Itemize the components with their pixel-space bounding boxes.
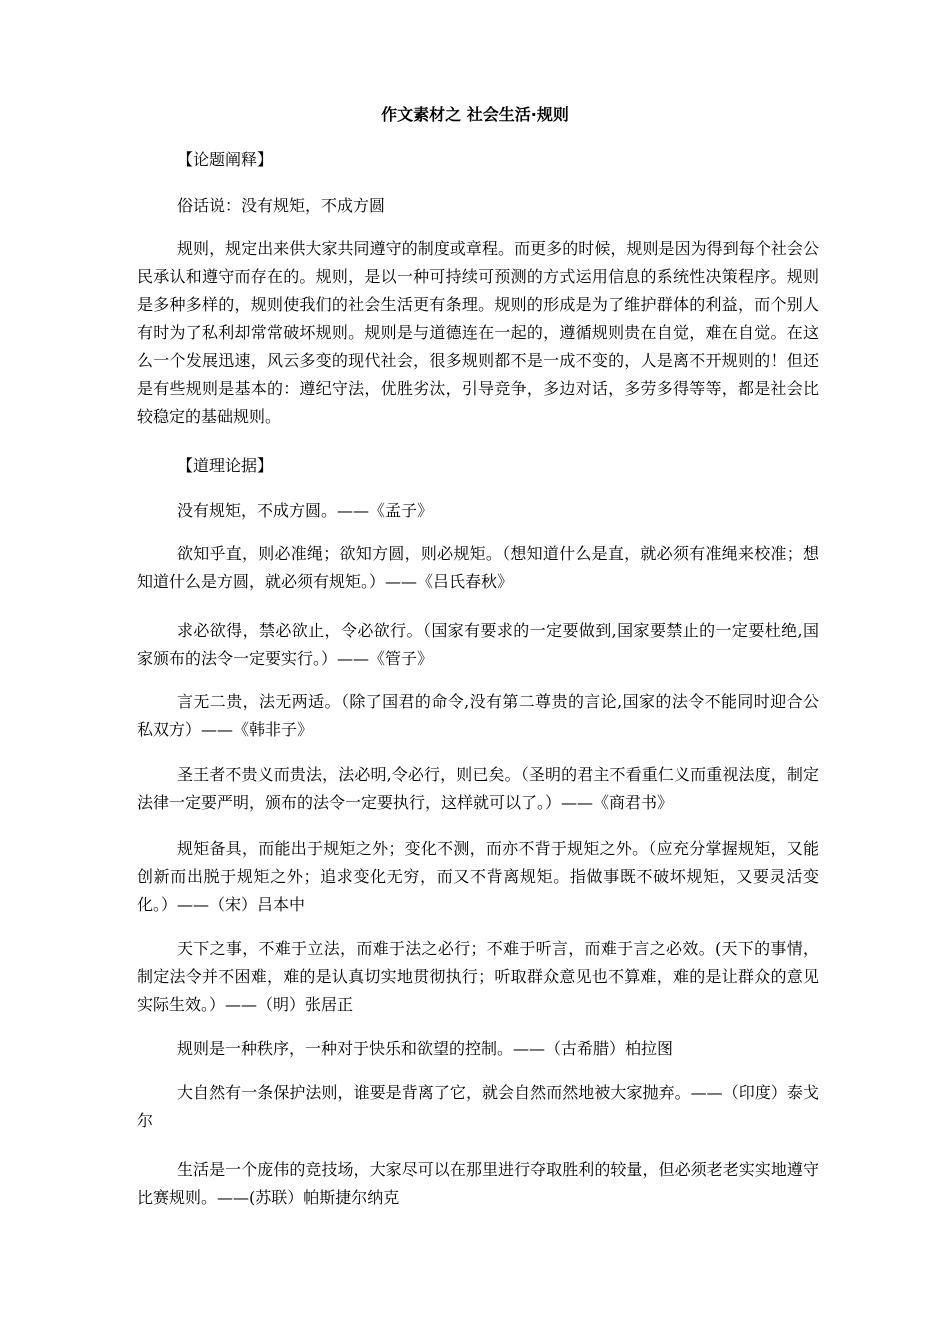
quote-guanzi: 求必欲得，禁必欲止，令必欲行。（国家有要求的一定要做到,国家要禁止的一定要杜绝,国家颁布的法令一定要实行。）——《管子》 bbox=[137, 621, 819, 668]
section-heading-thesis: 【论题阐释】 bbox=[177, 150, 274, 169]
quote-zhang-juzheng: 天下之事，不难于立法，而难于法之必行；不难于听言，而难于言之必效。(天下的事情，制定法令并不困难，难的是认真切实地贯彻执行；听取群众意见也不算难，难的是让群众的意见实际生效。）——（明）张居正 bbox=[137, 939, 819, 1014]
quote-plato: 规则是一种秩序，一种对于快乐和欲望的控制。——（古希腊）柏拉图 bbox=[177, 1039, 674, 1058]
quote-pasternak: 生活是一个庞伟的竞技场，大家尽可以在那里进行夺取胜利的较量，但必须老老实实地遵守比赛规则。——(苏联）帕斯捷尔纳克 bbox=[137, 1160, 819, 1207]
document-title: 作文素材之 社会生活·规则 bbox=[381, 105, 569, 124]
paragraph-proverb: 俗话说：没有规矩，不成方圆 bbox=[177, 196, 386, 215]
quote-hanfeizi: 言无二贵，法无两适。（除了国君的命令,没有第二尊贵的言论,国家的法令不能同时迎合公私双方）——《韩非子》 bbox=[137, 692, 819, 739]
section-heading-arguments: 【道理论据】 bbox=[177, 456, 274, 475]
quote-shangjunshu: 圣王者不贵义而贵法，法必明,令必行，则已矣。（圣明的君主不看重仁义而重视法度，制定法律一定要严明，颁布的法令一定要执行，这样就可以了。）——《商君书》 bbox=[137, 765, 819, 812]
quote-tagore: 大自然有一条保护法则，谁要是背离了它，就会自然而然地被大家抛弃。——（印度）泰戈尔 bbox=[137, 1083, 819, 1130]
quote-lu-benzhong: 规矩备具，而能出于规矩之外；变化不测，而亦不背于规矩之外。（应充分掌握规矩，又能创新而出脱于规矩之外；追求变化无穷，而又不背离规矩。指做事既不破坏规矩，又要灵活变化。）——（宋）吕本中 bbox=[137, 839, 819, 914]
paragraph-explanation: 规则，规定出来供大家共同遵守的制度或章程。而更多的时候，规则是因为得到每个社会公民承认和遵守而存在的。规则，是以一种可持续可预测的方式运用信息的系统性决策程序。规则是多种多样的，规则使我们的社会生活更有条理。规则的形成是为了维护群体的利益，而个别人有时为了私利却常常破坏规则。规则是与道德连在一起的，遵循规则贵在自觉，难在自觉。在这么一个发展迅速，风云多变的现代社会，很多规则都不是一成不变的，人是离不开规则的！但还是有些规则是基本的：遵纪守法，优胜劣汰，引导竞争，多边对话，多劳多得等等，都是社会比较稳定的基础规则。 bbox=[137, 239, 819, 426]
quote-lushi-chunqiu: 欲知乎直，则必准绳；欲知方圆，则必规矩。（想知道什么是直，就必须有准绳来校准；想知道什么是方圆，就必须有规矩。）——《吕氏春秋》 bbox=[137, 544, 819, 591]
quote-mencius: 没有规矩，不成方圆。——《孟子》 bbox=[177, 501, 434, 520]
